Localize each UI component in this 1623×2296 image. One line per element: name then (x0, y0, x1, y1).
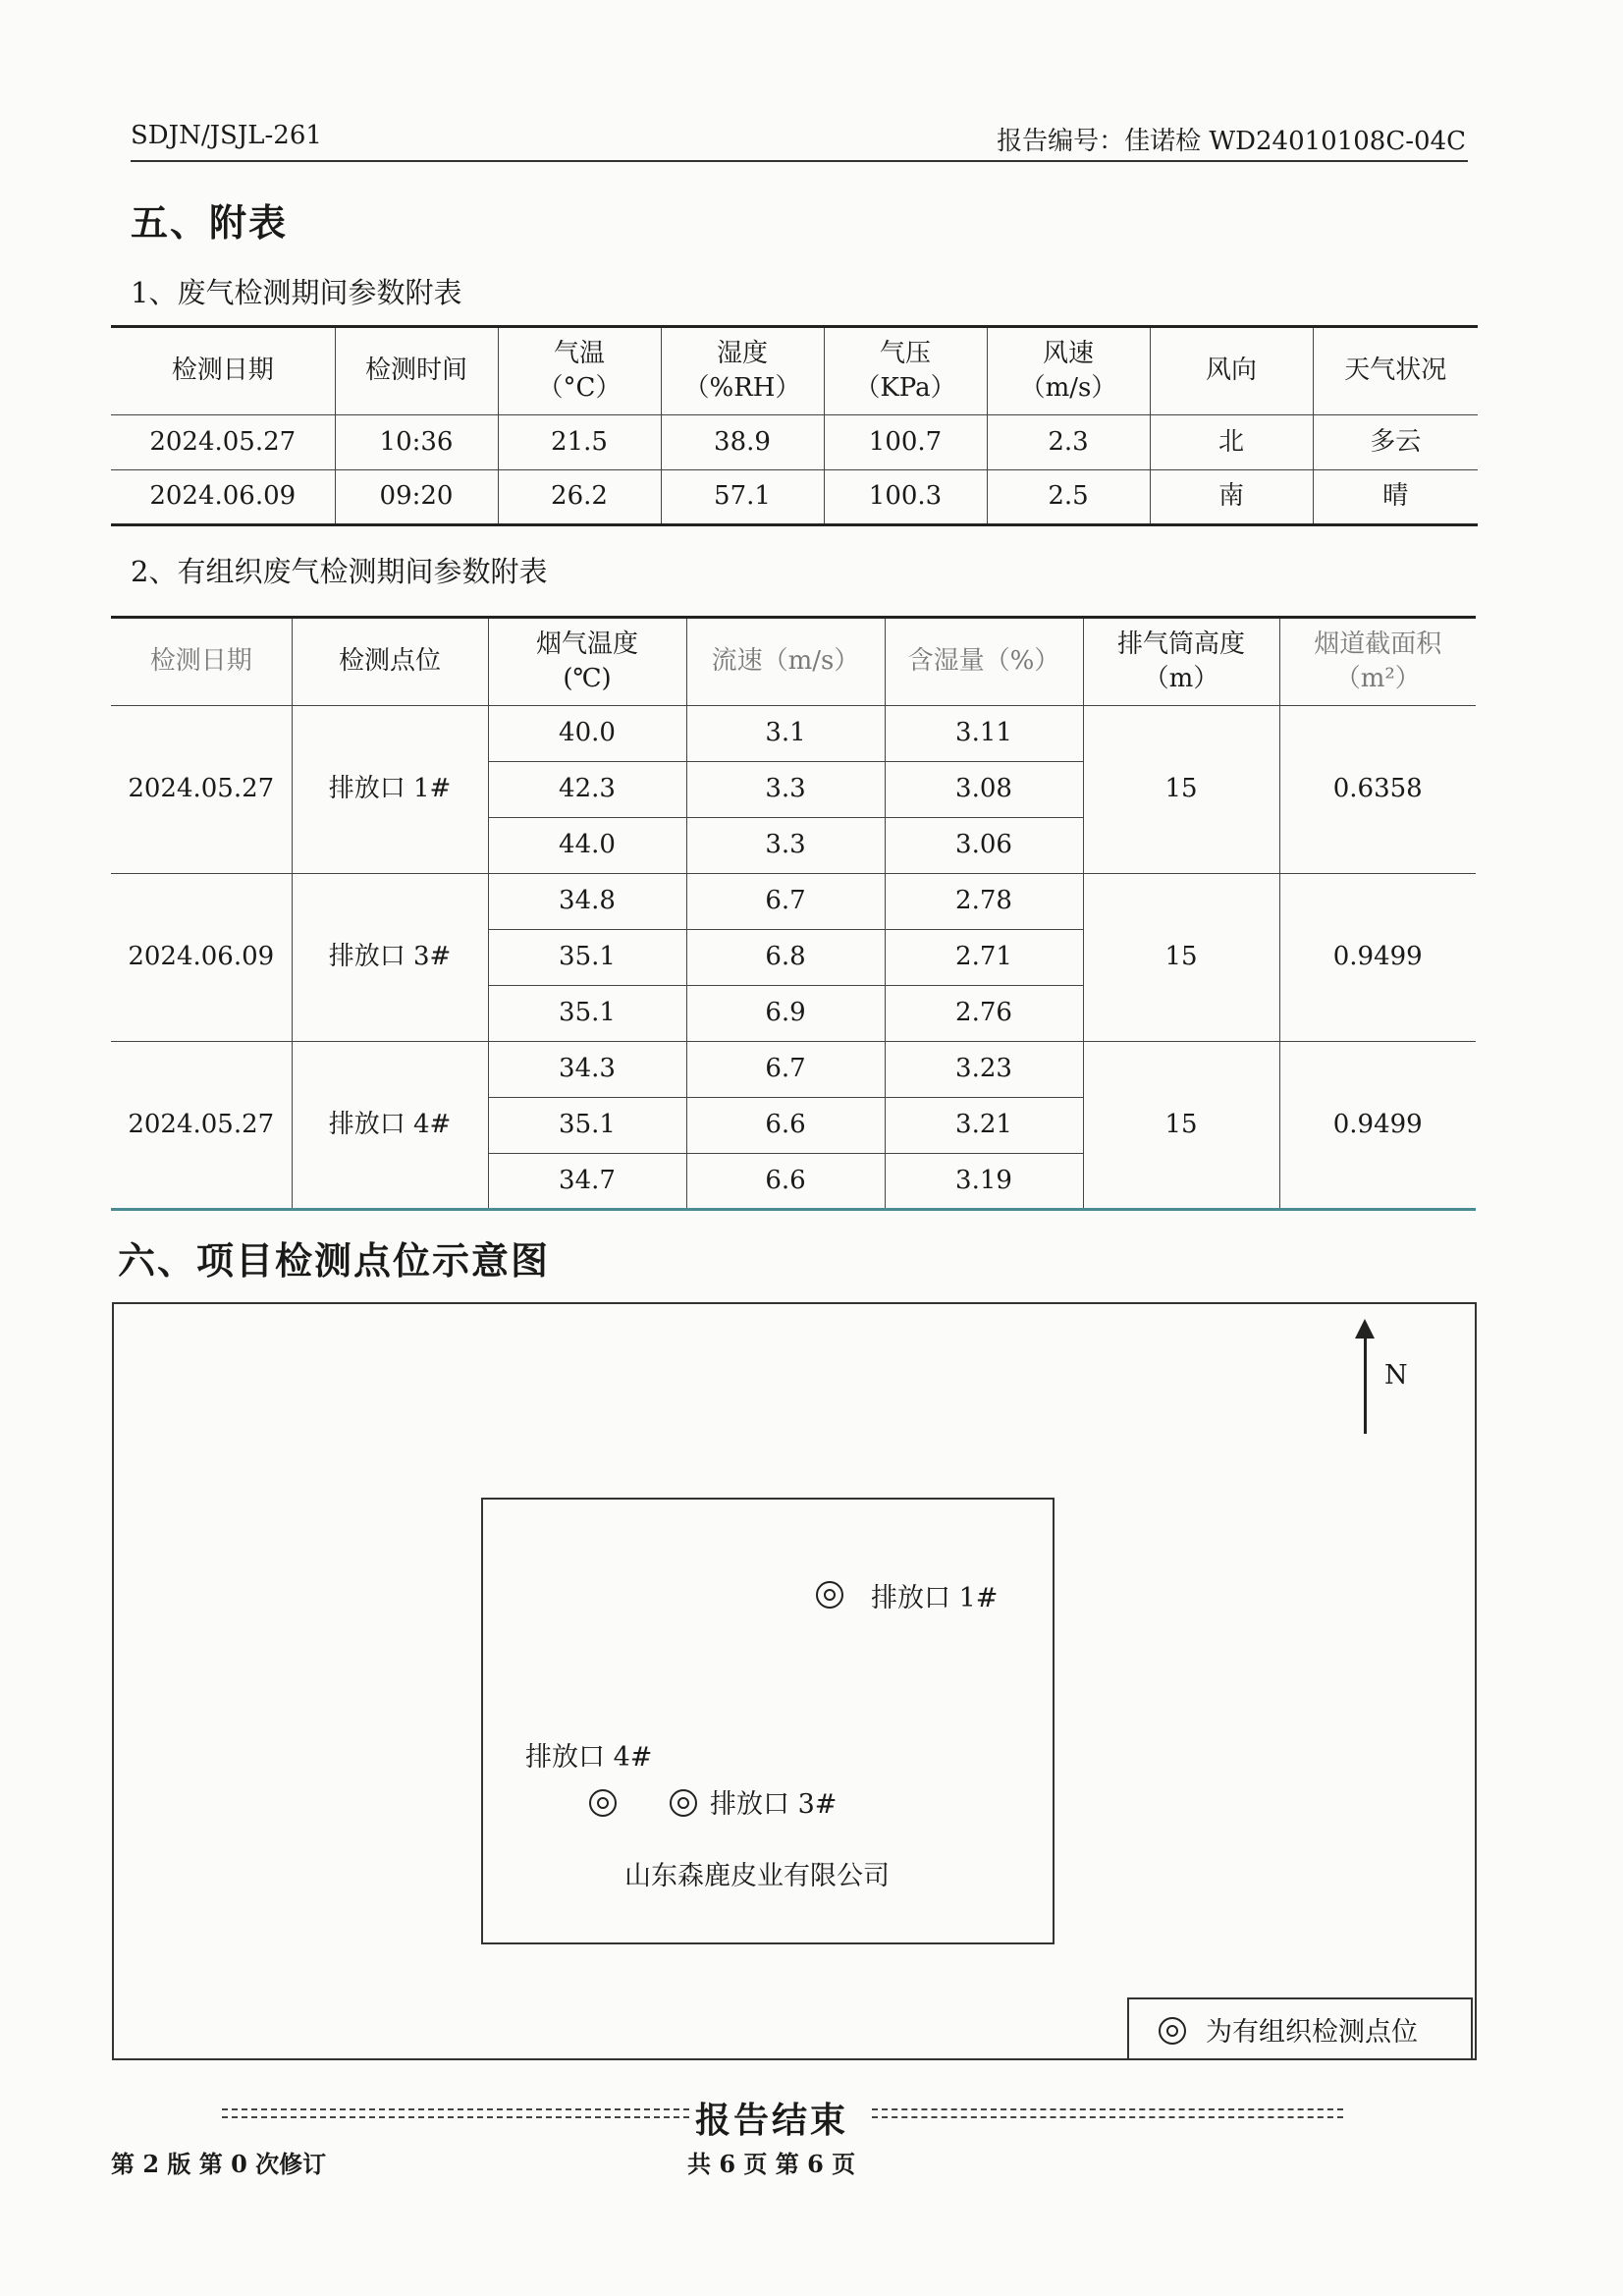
group-height-cell: 15 (1083, 874, 1279, 1042)
table1-header-cell: 检测时间 (335, 327, 498, 415)
table2-header-cell: 含湿量（%） (885, 618, 1083, 706)
group-height-cell: 15 (1083, 706, 1279, 874)
table-cell: 6.9 (686, 986, 885, 1042)
table-cell: 6.7 (686, 874, 885, 930)
table-cell: 2.5 (987, 470, 1150, 525)
table-cell: 35.1 (488, 1098, 686, 1154)
table-cell: 南 (1150, 470, 1313, 525)
page-info: 共 6 页 第 6 页 (687, 2150, 856, 2178)
group-height-cell: 15 (1083, 1042, 1279, 1210)
group-date-cell: 2024.05.27 (111, 706, 292, 874)
table-cell: 100.7 (824, 415, 987, 470)
table-cell: 34.3 (488, 1042, 686, 1098)
table-cell: 10:36 (335, 415, 498, 470)
table-cell: 100.3 (824, 470, 987, 525)
table2-header-cell: 排气筒高度 （m） (1083, 618, 1279, 706)
legend-label: 为有组织检测点位 (1206, 2017, 1418, 2048)
end-divider-right (872, 2108, 1343, 2110)
table-cell: 6.6 (686, 1098, 885, 1154)
group-date-cell: 2024.06.09 (111, 874, 292, 1042)
table-cell: 2.78 (885, 874, 1083, 930)
table-cell: 35.1 (488, 930, 686, 986)
group-area-cell: 0.6358 (1279, 706, 1476, 874)
group-point-cell: 排放口 1# (292, 706, 488, 874)
table-cell: 2.76 (885, 986, 1083, 1042)
outlet-3-label: 排放口 3# (710, 1789, 838, 1820)
table-cell: 34.7 (488, 1154, 686, 1210)
group-date-cell: 2024.05.27 (111, 1042, 292, 1210)
report-end-text: 报告结束 (695, 2100, 849, 2141)
table-row (111, 874, 1476, 930)
group-point-cell: 排放口 4# (292, 1042, 488, 1210)
north-label: N (1384, 1360, 1408, 1391)
table2-header-cell: 检测点位 (292, 618, 488, 706)
group-point-cell: 排放口 3# (292, 874, 488, 1042)
legend-marker-icon (1159, 2017, 1186, 2045)
table-cell: 6.7 (686, 1042, 885, 1098)
table-cell: 26.2 (498, 470, 661, 525)
table-cell: 3.19 (885, 1154, 1083, 1210)
table-cell: 3.21 (885, 1098, 1083, 1154)
table-row (111, 706, 1476, 762)
weather-params-table (111, 325, 1478, 526)
table-cell: 2024.06.09 (111, 470, 335, 525)
table2-header-cell: 烟气温度 (℃) (488, 618, 686, 706)
table-cell: 3.1 (686, 706, 885, 762)
section5-title: 五、附表 (131, 200, 289, 245)
document-code: SDJN/JSJL-261 (131, 121, 322, 150)
outlet-1-label: 排放口 1# (871, 1583, 999, 1613)
outlet-3-marker-icon (670, 1789, 697, 1817)
table1-header-cell: 气温 （°C） (498, 327, 661, 415)
group-area-cell: 0.9499 (1279, 874, 1476, 1042)
table1-header-cell: 检测日期 (111, 327, 335, 415)
organized-exhaust-table (111, 616, 1476, 1211)
group-area-cell: 0.9499 (1279, 1042, 1476, 1210)
table1-header-row (111, 327, 1478, 415)
section6-title: 六、项目检测点位示意图 (118, 1238, 551, 1283)
end-divider-left-2 (222, 2116, 689, 2118)
table1-header-cell: 天气状况 (1313, 327, 1478, 415)
table2-header-cell: 烟道截面积 （m²） (1279, 618, 1476, 706)
table-cell: 3.23 (885, 1042, 1083, 1098)
table1-header-cell: 气压 （KPa） (824, 327, 987, 415)
table-cell: 38.9 (661, 415, 824, 470)
table-cell: 3.08 (885, 762, 1083, 818)
table-cell: 21.5 (498, 415, 661, 470)
table-cell: 34.8 (488, 874, 686, 930)
company-name: 山东森鹿皮业有限公司 (624, 1861, 890, 1891)
table-row (111, 470, 1478, 525)
table2-header-cell: 流速（m/s） (686, 618, 885, 706)
header-rule (131, 160, 1468, 162)
table-cell: 6.8 (686, 930, 885, 986)
table-cell: 40.0 (488, 706, 686, 762)
table2-header-cell: 检测日期 (111, 618, 292, 706)
end-divider-left (222, 2108, 689, 2110)
version-info: 第 2 版 第 0 次修订 (111, 2150, 327, 2178)
table1-title: 1、废气检测期间参数附表 (131, 276, 462, 309)
outlet-4-label: 排放口 4# (525, 1742, 653, 1773)
outlet-1-marker-icon (816, 1581, 843, 1609)
table-cell: 42.3 (488, 762, 686, 818)
table-cell: 北 (1150, 415, 1313, 470)
north-arrow-icon (1364, 1326, 1367, 1434)
table-cell: 3.3 (686, 762, 885, 818)
table-cell: 3.06 (885, 818, 1083, 874)
table-cell: 35.1 (488, 986, 686, 1042)
table2-title: 2、有组织废气检测期间参数附表 (131, 555, 548, 588)
table-cell: 57.1 (661, 470, 824, 525)
table-cell: 2024.05.27 (111, 415, 335, 470)
table-cell: 44.0 (488, 818, 686, 874)
table-row (111, 1042, 1476, 1098)
table-cell: 2.71 (885, 930, 1083, 986)
table-cell: 3.11 (885, 706, 1083, 762)
report-number: 报告编号：佳诺检 WD24010108C-04C (997, 127, 1466, 156)
table-cell: 3.3 (686, 818, 885, 874)
table2-header-row (111, 618, 1476, 706)
table-cell: 09:20 (335, 470, 498, 525)
table-cell: 晴 (1382, 481, 1409, 512)
table1-header-cell: 风向 (1150, 327, 1313, 415)
table-row (111, 415, 1478, 470)
table-cell: 6.6 (686, 1154, 885, 1210)
table-cell: 多云 (1313, 415, 1478, 470)
end-divider-right-2 (872, 2116, 1343, 2118)
outlet-4-marker-icon (589, 1789, 617, 1817)
table1-header-cell: 湿度 （%RH） (661, 327, 824, 415)
table1-header-cell: 风速 （m/s） (987, 327, 1150, 415)
table-cell: 2.3 (987, 415, 1150, 470)
